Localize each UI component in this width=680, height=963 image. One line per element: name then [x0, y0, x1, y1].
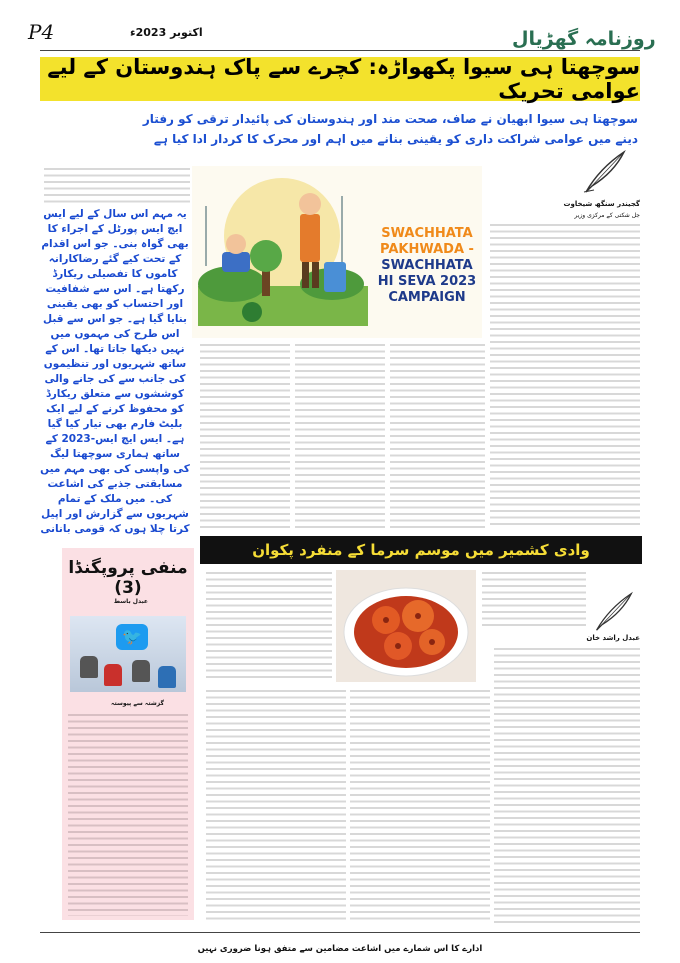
- kashmir-body-col-3: [494, 646, 640, 924]
- kashmir-headline: وادی کشمیر میں موسم سرما کے منفرد پکوان: [252, 541, 590, 559]
- campaign-text-line-2: PAKHWADA -: [380, 242, 474, 257]
- twitter-logo-icon: 🐦: [116, 624, 148, 650]
- main-headline: سوچھتا ہی سیوا پکھواڑہ: کچرے سے پاک ہندوستان کے لیے عوامی تحریک: [47, 55, 640, 103]
- kashmir-headline-banner: [200, 536, 642, 564]
- main-article-body-col-3: [390, 342, 485, 530]
- raised-sign-icon: [158, 666, 176, 688]
- newspaper-name: روزنامہ گھڑیال: [512, 28, 656, 50]
- kashmir-body-col-2: [350, 688, 490, 924]
- page-number: P4: [28, 20, 55, 44]
- side-article-author: عبدل باسط: [113, 598, 148, 605]
- issue-date: اکتوبر 2023ء: [130, 26, 203, 39]
- footer-rule: [40, 932, 640, 933]
- kashmir-body-col-1: [206, 688, 346, 924]
- side-article-title: منفی پروپگنڈا (3): [68, 558, 188, 598]
- kashmir-author-name: عبدل راشد خان: [586, 634, 640, 642]
- kashmir-body-col-top-left: [206, 570, 332, 682]
- main-article-body-top-left: [44, 166, 190, 204]
- main-article-body-col-2: [295, 342, 385, 530]
- footer-disclaimer: ادارے کا اس شمارے میں اشاعت مضامین سے متفق ہونا ضروری نہیں: [197, 944, 483, 954]
- main-author-title: جل شکتی کے مرکزی وزیر: [574, 212, 640, 219]
- raised-hand-icon: [80, 656, 98, 678]
- header-rule: [40, 50, 640, 51]
- campaign-text-line-5: CAMPAIGN: [388, 290, 466, 305]
- subheadline-line-2: دینے میں عوامی شراکت داری کو یقینی بنانے میں اہم اور محرک کا کردار ادا کیا ہے: [153, 132, 638, 146]
- children-planting-illustration: [192, 166, 372, 338]
- lotus-stem-dish-photo: [336, 570, 476, 682]
- social-media-protest-image: [70, 616, 186, 692]
- kashmir-body-col-top-right: [482, 570, 586, 628]
- side-article-box: [62, 548, 194, 920]
- quill-pen-icon: [576, 148, 632, 202]
- campaign-illustration: [192, 166, 482, 338]
- main-article-body-right: [490, 222, 640, 528]
- subheadline-line-1: سوچھتا ہی سیوا ابھیان نے صاف، صحت مند اور ہندوستان کی پائیدار ترقی کو رفتار: [142, 112, 638, 126]
- main-article-body-col-1: [200, 342, 290, 530]
- quill-pen-icon-2: [588, 590, 638, 640]
- campaign-text-line-3: SWACHHATA: [381, 258, 473, 273]
- side-article-continued-label: گزشتہ سے پیوستہ: [110, 700, 164, 707]
- raised-hand-icon-2: [132, 660, 150, 682]
- main-headline-banner: [40, 57, 640, 101]
- campaign-text-line-4: HI SEVA 2023: [377, 274, 477, 289]
- raised-phone-icon: [104, 664, 122, 686]
- main-pull-quote: یہ مہم اس سال کے لیے ایس ایچ ایس پورٹل کے اجراء کا بھی گواہ بنی۔ جو اس اقدام کے تحت کیے گئے رضاکارانہ کاموں کا تفصیلی ریکارڈ رکھتا ہے۔ اس سے شفافیت اور احتساب کو بھی یقینی بنایا گیا ہے۔ جو اس سے قبل اس طرح کی مہموں میں نہیں دیکھا جاتا تھا۔ اس کے ساتھ شہریوں اور تنظیموں کی جانب سے کی جانے والی کوششوں سے متعلق ریکارڈ کو محفوظ کرنے کے لیے ایک بلیٹ فارم بھی تیار کیا گیا ہے۔ ایس ایچ ایس-2023 کے ساتھ ہماری سوچھتا لیگ کی واپسی کی بھی مہم میں مسابقتی جذبے کی اشاعت کی۔ میں ملک کے تمام شہریوں سے گزارش اور اپیل کرتا چلا ہوں کہ قومی بانانی: [40, 208, 190, 535]
- campaign-text-line-1: SWACHHATA: [381, 226, 473, 241]
- side-article-body: [68, 712, 188, 916]
- main-author-name: گجیندر سنگھ شیخاوت: [563, 200, 640, 208]
